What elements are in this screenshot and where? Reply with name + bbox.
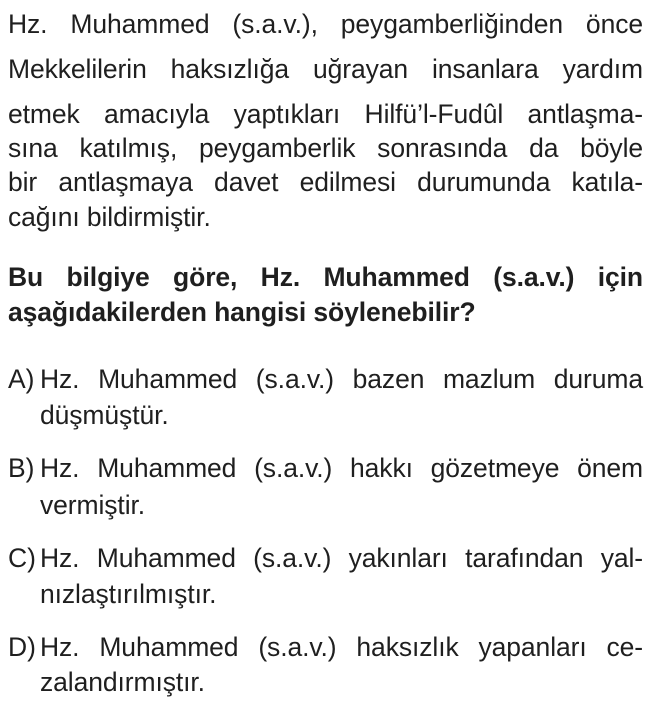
option-text: Hz. Muhammed (s.a.v.) haksızlık yapanları ce- bbox=[40, 632, 643, 662]
option-letter: A) bbox=[8, 364, 35, 394]
option-text: zalandırmıştır. bbox=[40, 667, 205, 697]
passage-line: Mekkelilerin haksızlığa uğrayan insanlara yardım bbox=[8, 54, 643, 84]
option-letter: D) bbox=[8, 632, 36, 662]
option-text: vermiştir. bbox=[40, 490, 146, 520]
passage-line: cağını bildirmiştir. bbox=[8, 202, 211, 232]
passage-line: sına katılmış, peygamberlik sonrasında da böyle bbox=[8, 133, 643, 163]
option-text: Hz. Muhammed (s.a.v.) hakkı gözetmeye önem bbox=[40, 453, 643, 483]
passage-line: etmek amacıyla yaptıkları Hilfü’l-Fudûl antlaşma- bbox=[8, 99, 643, 129]
question-line: Bu bilgiye göre, Hz. Muhammed (s.a.v.) için bbox=[8, 262, 643, 292]
option-letter: B) bbox=[8, 453, 35, 483]
option-letter: C) bbox=[8, 543, 36, 573]
option-text: nızlaştırılmıştır. bbox=[40, 579, 217, 609]
passage-line: Hz. Muhammed (s.a.v.), peygamberliğinden önce bbox=[8, 9, 643, 39]
option-text: Hz. Muhammed (s.a.v.) yakınları tarafından yal- bbox=[40, 543, 643, 573]
question-line: aşağıdakilerden hangisi söylenebilir? bbox=[8, 297, 476, 327]
option-text: düşmüştür. bbox=[40, 400, 169, 430]
passage-line: bir antlaşmaya davet edilmesi durumunda katıla- bbox=[8, 167, 643, 197]
option-text: Hz. Muhammed (s.a.v.) bazen mazlum duruma bbox=[40, 364, 643, 394]
